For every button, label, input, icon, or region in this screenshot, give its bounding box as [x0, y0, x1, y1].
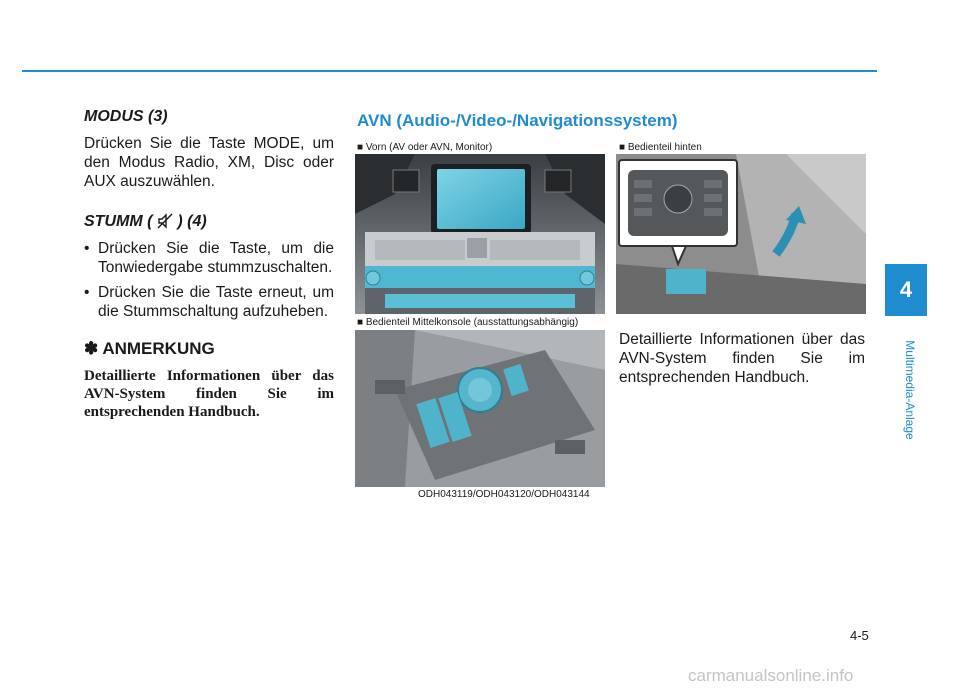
caption-console: ■ Bedienteil Mittelkonsole (ausstattungsabhängig)	[357, 317, 579, 328]
mute-heading	[84, 213, 334, 231]
note-text: Detaillierte Informationen über das AVN-System finden Sie im entsprechenden Handbuch.	[84, 368, 334, 420]
header-rule	[22, 70, 877, 72]
console-control-photo	[355, 330, 605, 487]
left-column	[84, 108, 334, 421]
chapter-label	[898, 320, 922, 460]
mute-heading-pre: STUMM (	[84, 213, 153, 230]
section-title: AVN (Audio-/Video-/Navigationssystem)	[357, 111, 678, 130]
mute-speaker-icon	[157, 213, 173, 229]
list-item: • Drücken Sie die Taste, um die Tonwiedergabe stummzuschalten.	[84, 239, 334, 277]
caption-front: ■ Vorn (AV oder AVN, Monitor)	[357, 142, 493, 153]
right-info-text: Detaillierte Informationen über das AVN-System finden Sie im entsprechenden Handbuch.	[619, 331, 865, 386]
list-item: • Drücken Sie die Taste erneut, um die Stummschaltung aufzuheben.	[84, 283, 334, 321]
modus-heading: MODUS (3)	[84, 108, 168, 125]
caption-rear: ■ Bedienteil hinten	[619, 142, 702, 153]
image-codes: ODH043119/ODH043120/ODH043144	[418, 489, 590, 500]
mute-heading-post: ) (4)	[177, 213, 207, 230]
page-number: 4-5	[850, 628, 869, 643]
modus-text: Drücken Sie die Taste MODE, um den Modus Radio, XM, Disc oder AUX auszuwählen.	[84, 135, 334, 190]
chapter-label-text: Multimedia-Anlage	[903, 340, 917, 440]
note-heading: ✽ ANMERKUNG	[84, 339, 215, 358]
front-avn-photo	[355, 154, 605, 314]
mute-bullet-list	[84, 239, 334, 321]
rear-control-photo	[616, 154, 866, 314]
chapter-tab: 4	[885, 264, 927, 316]
watermark: carmanualsonline.info	[688, 666, 854, 685]
